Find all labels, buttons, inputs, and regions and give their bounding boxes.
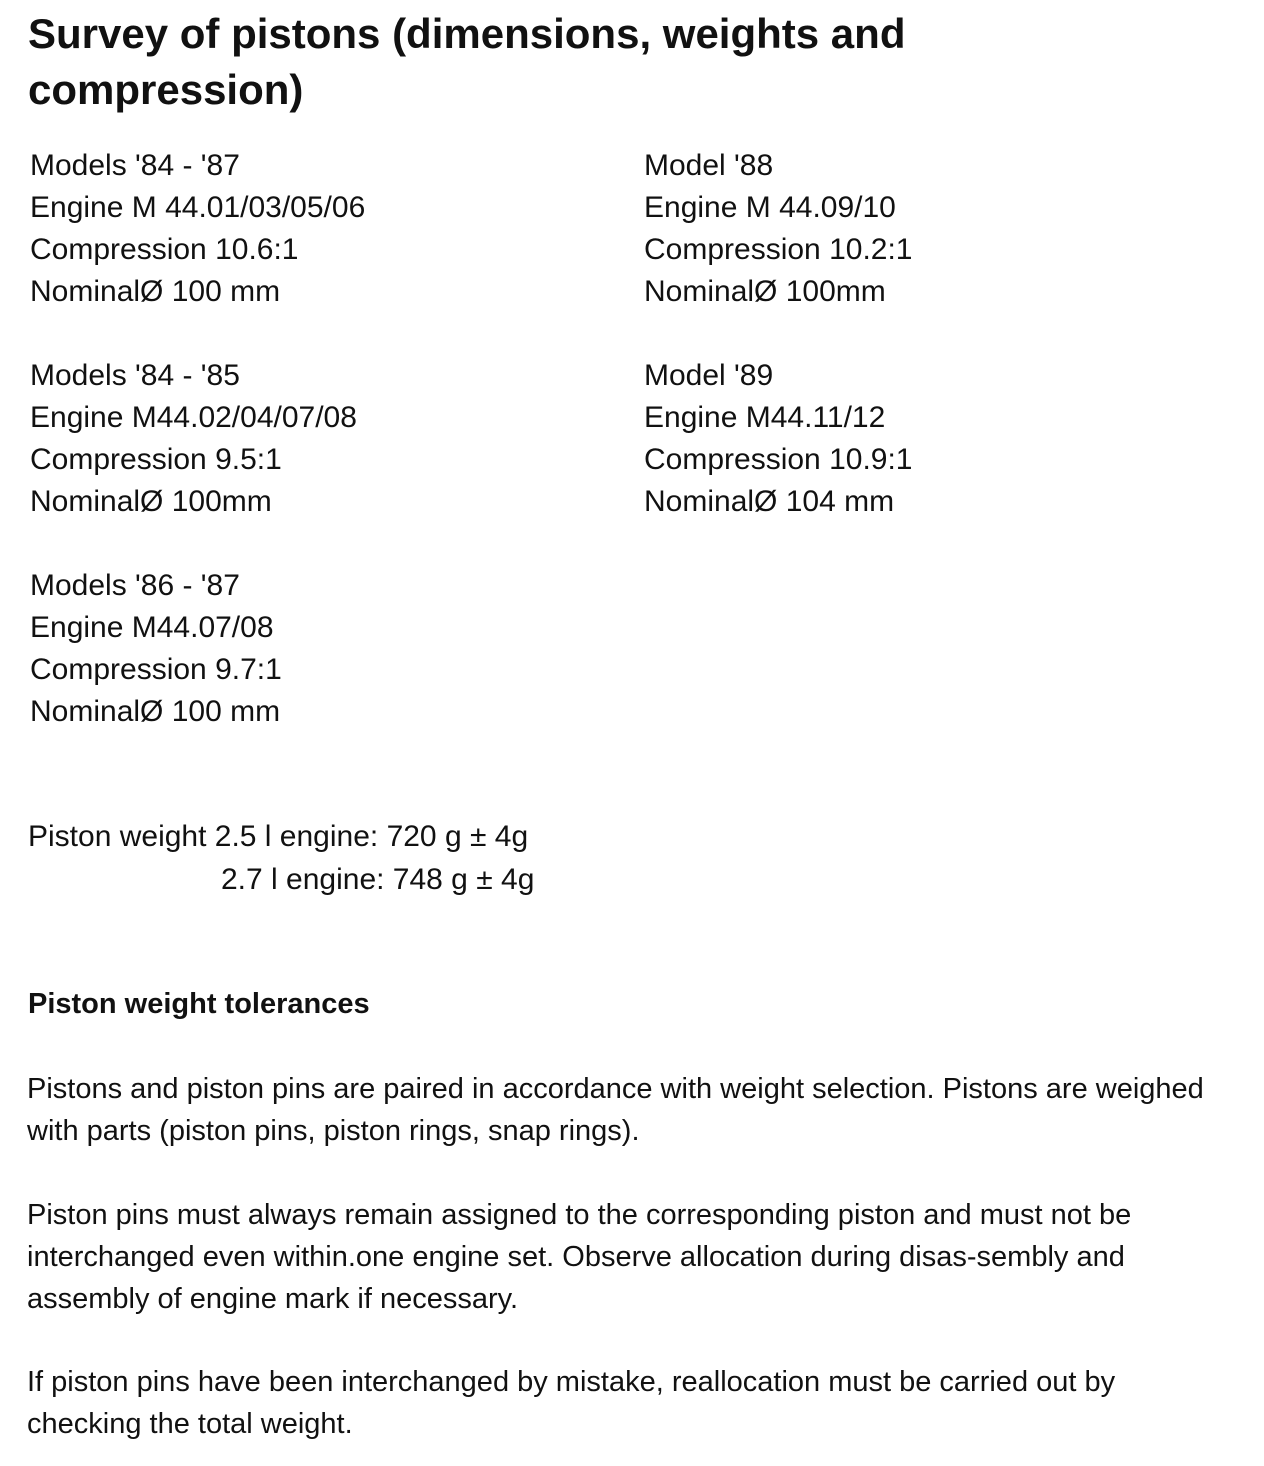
spec-block-models-84-87 <box>30 145 365 313</box>
spec-model: Model '89 <box>644 359 774 392</box>
spec-compression: Compression 10.6:1 <box>30 233 299 266</box>
spec-engine: Engine M44.02/04/07/08 <box>30 401 357 434</box>
spec-block-models-84-85 <box>30 355 357 523</box>
piston-weight-block <box>28 815 534 901</box>
spec-nominal: NominalØ 104 mm <box>644 485 895 518</box>
spec-nominal: NominalØ 100mm <box>644 275 886 308</box>
spec-block-models-86-87 <box>30 565 282 733</box>
spec-model: Models '84 - '85 <box>30 359 240 392</box>
spec-model: Models '86 - '87 <box>30 569 240 602</box>
spec-block-model-89 <box>644 355 912 523</box>
spec-engine: Engine M 44.01/03/05/06 <box>30 191 366 224</box>
paragraph-assignment: Piston pins must always remain assigned to the corresponding piston and must not be interchanged even within.one engine set. Observe allocation during disas-sembly and assembly of engine mark if necessary. <box>27 1199 1132 1315</box>
spec-model: Models '84 - '87 <box>30 149 240 182</box>
paragraph-reallocation: If piston pins have been interchanged by mistake, reallocation must be carried out by checking the total weight. <box>27 1366 1116 1440</box>
spec-compression: Compression 9.5:1 <box>30 443 282 476</box>
paragraph-pairing: Pistons and piston pins are paired in accordance with weight selection. Pistons are weighed with parts (piston pins, piston rings, snap rings). <box>27 1073 1204 1147</box>
spec-engine: Engine M44.07/08 <box>30 611 274 644</box>
spec-nominal: NominalØ 100 mm <box>30 275 281 308</box>
spec-block-model-88 <box>644 145 912 313</box>
section-heading-tolerances: Piston weight tolerances <box>28 988 370 1020</box>
spec-engine: Engine M44.11/12 <box>644 401 886 434</box>
spec-compression: Compression 10.2:1 <box>644 233 913 266</box>
page-title: Survey of pistons (dimensions, weights and compression) <box>28 10 906 113</box>
spec-nominal: NominalØ 100mm <box>30 485 272 518</box>
piston-weight-line-2-7l: 2.7 l engine: 748 g ± 4g <box>221 863 535 896</box>
spec-nominal: NominalØ 100 mm <box>30 695 281 728</box>
spec-engine: Engine M 44.09/10 <box>644 191 896 224</box>
spec-compression: Compression 10.9:1 <box>644 443 913 476</box>
piston-weight-line-2-5l: Piston weight 2.5 l engine: 720 g ± 4g <box>28 820 529 853</box>
spec-compression: Compression 9.7:1 <box>30 653 282 686</box>
spec-model: Model '88 <box>644 149 774 182</box>
